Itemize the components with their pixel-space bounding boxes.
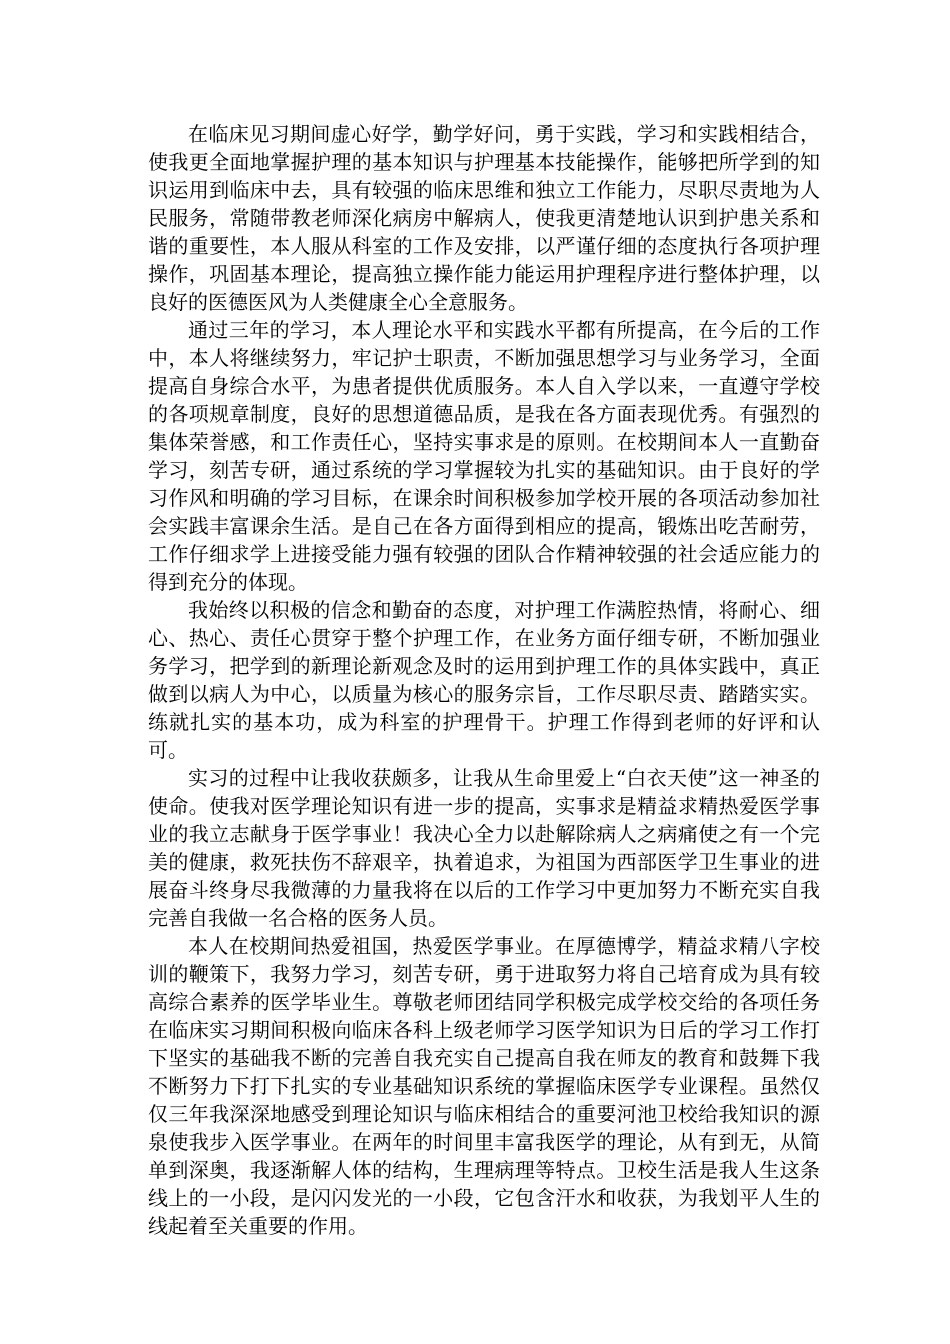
paragraph-internship-gains: 实习的过程中让我收获颇多，让我从生命里爱上“白衣天使”这一神圣的使命。使我对医学理论知识有进一步的提高，实事求是精益求精热爱医学事业的我立志献身于医学事业！我决心全力以赴解除病人之病痛使之有一个完美的健康，救死扶伤不辞艰辛，执着追求，为祖国为西部医学卫生事业的进展奋斗终身尽我微薄的力量我将在以后的工作学习中更加努力不断充实自我完善自我做一名合格的医务人员。 [148, 766, 820, 930]
paragraph-three-years-study: 通过三年的学习，本人理论水平和实践水平都有所提高，在今后的工作中，本人将继续努力，牢记护士职责，不断加强思想学习与业务学习，全面提高自身综合水平，为患者提供优质服务。本人自入学以来，一直遵守学校的各项规章制度，良好的思想道德品质，是我在各方面表现优秀。有强烈的集体荣誉感，和工作责任心，坚持实事求是的原则。在校期间本人一直勤奋学习，刻苦专研，通过系统的学习掌握较为扎实的基础知识。由于良好的学习作风和明确的学习目标，在课余时间积极参加学校开展的各项活动参加社会实践丰富课余生活。是自己在各方面得到相应的提高，锻炼出吃苦耐劳，工作仔细求学上进接受能力强有较强的团队合作精神较强的社会适应能力的得到充分的体现。 [148, 318, 820, 594]
paragraph-clinical-study: 在临床见习期间虚心好学，勤学好问，勇于实践，学习和实践相结合，使我更全面地掌握护理的基本知识与护理基本技能操作，能够把所学到的知识运用到临床中去，具有较强的临床思维和独立工作能力，尽职尽责地为人民服务，常随带教老师深化病房中解病人，使我更清楚地认识到护患关系和谐的重要性，本人服从科室的工作及安排，以严谨仔细的态度执行各项护理操作，巩固基本理论，提高独立操作能力能运用护理程序进行整体护理，以良好的医德医风为人类健康全心全意服务。 [148, 122, 820, 314]
paragraph-nursing-attitude: 我始终以积极的信念和勤奋的态度，对护理工作满腔热情，将耐心、细心、热心、责任心贯穿于整个护理工作，在业务方面仔细专研，不断加强业务学习，把学到的新理论新观念及时的运用到护理工作的具体实践中，真正做到以病人为中心，以质量为核心的服务宗旨，工作尽职尽责、踏踏实实。练就扎实的基本功，成为科室的护理骨干。护理工作得到老师的好评和认可。 [148, 598, 820, 762]
paragraph-school-life: 本人在校期间热爱祖国，热爱医学事业。在厚德博学，精益求精八字校训的鞭策下，我努力学习，刻苦专研，勇于进取努力将自己培育成为具有较高综合素养的医学毕业生。尊敬老师团结同学积极完成学校交给的各项任务在临床实习期间积极向临床各科上级老师学习医学知识为日后的学习工作打下坚实的基础我不断的完善自我充实自己提高自我在师友的教育和鼓舞下我不断努力下打下扎实的专业基础知识系统的掌握临床医学专业课程。虽然仅仅三年我深深地感受到理论知识与临床相结合的重要河池卫校给我知识的源泉使我步入医学事业。在两年的时间里丰富我医学的理论，从有到无，从简单到深奥，我逐渐解人体的结构，生理病理等特点。卫校生活是我人生这条线上的一小段，是闪闪发光的一小段，它包含汗水和收获，为我划平人生的线起着至关重要的作用。 [148, 934, 820, 1238]
document-body [148, 120, 820, 1240]
